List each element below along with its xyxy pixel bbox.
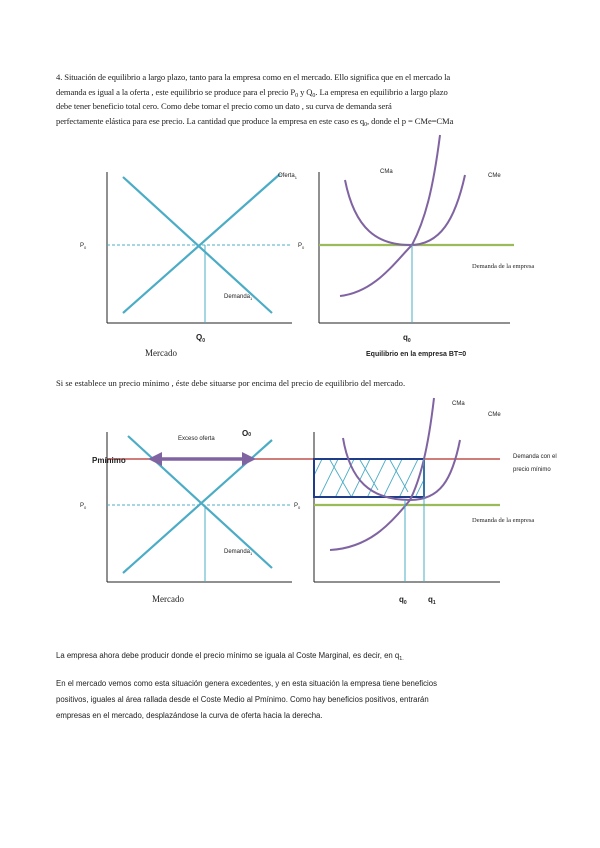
firm-2-cme-label: CMe [488, 412, 501, 418]
firm-2-cma-curve [330, 398, 434, 550]
firm-2-demand-label: Demanda de la empresa [472, 517, 535, 524]
firm-1-demand-label: Demanda de la empresa [472, 263, 535, 270]
market-1-q0-label: $Q_0$ [196, 333, 206, 344]
excess-arrow-right-head [242, 452, 256, 466]
conclusion-paragraph-line-2: positivos, iguales al área rallada desde el Coste Medio al Pmínimo. Como hay beneficios positivos, entrarán [56, 695, 429, 704]
firm-1-caption: Equilibrio en la empresa BT=0 [366, 351, 467, 358]
pminimo-label: Pmínimo [92, 456, 126, 465]
firm-1-cme-label: CMe [488, 173, 501, 179]
minimum-price-paragraph: Si se establece un precio mínimo , éste debe situarse por encima del precio de equilibrio del mercado. [56, 378, 406, 388]
firm-graph-2 [294, 398, 557, 606]
conclusion-paragraph [56, 676, 526, 724]
market-2-p0-label: $P_0$ [80, 503, 87, 510]
market-2-o0-label: O0 [242, 429, 252, 438]
conclusion-paragraph-line-1: En el mercado vemos como esta situación genera excedentes, y en esta situación la empresa tiene beneficios [56, 679, 437, 688]
exceso-oferta-label: Exceso oferta [178, 436, 215, 442]
intro-line-3: debe tener beneficio total cero. Como debe tomar el precio como un dato , su curva de demanda será [56, 101, 392, 111]
market-graph-1 [80, 172, 298, 358]
market-2-caption: Mercado [152, 594, 184, 604]
market-1-supply-curve [123, 174, 280, 313]
firm-1-cma-label: CMa [380, 169, 393, 175]
market-1-p0-label: $P_0$ [80, 243, 87, 250]
firm-1-q0-label: $q_0$ [403, 333, 411, 344]
conclusion-line: La empresa ahora debe producir donde el precio mínimo se iguala al Coste Marginal, es decir, en $q_{1.}$ [56, 651, 404, 662]
market-1-oferta-label: Oferta$_1$ [278, 173, 297, 180]
firm-2-p0-label: $P_0$ [294, 503, 301, 510]
demand-min-price-label-1: Demanda con el [513, 454, 557, 460]
firm-1-cma-curve [340, 135, 440, 296]
market-2-demanda-label: Demanda$_1$ [224, 549, 253, 556]
market-1-demanda-label: Demanda$_1$ [224, 294, 253, 301]
firm-1-cme-curve [345, 175, 465, 245]
firm-2-cma-label: CMa [452, 401, 465, 407]
firm-2-q0-label: $q_0$ [399, 595, 407, 606]
conclusion-paragraph-line-3: empresas en el mercado, desplazándose la curva de oferta hacia la derecha. [56, 711, 323, 720]
firm-2-q1-label: $q_1$ [428, 595, 436, 606]
profit-hatch [302, 455, 436, 500]
firm-1-p0-label: $P_0$ [298, 243, 305, 250]
intro-line-1: 4. Situación de equilibrio a largo plazo, tanto para la empresa como en el mercado. Ello significa que en el mercado la [56, 72, 451, 82]
intro-line-2: demanda es igual a la oferta , este equilibrio se produce para el precio $P_0$ y $Q_0$. La empresa en equilibrio a largo plazo [56, 86, 448, 99]
demand-min-price-label-2: precio mínimo [513, 467, 551, 473]
market-1-caption: Mercado [145, 348, 177, 358]
firm-graph-1 [298, 135, 534, 358]
excess-arrow-left-head [148, 452, 162, 466]
intro-line-4: perfectamente elástica para ese precio. La cantidad que produce la empresa en este caso es $q_0$, donde el p = CMe=CMa [56, 115, 454, 128]
firm-2-cme-curve [343, 438, 460, 500]
market-graph-2 [80, 429, 500, 604]
